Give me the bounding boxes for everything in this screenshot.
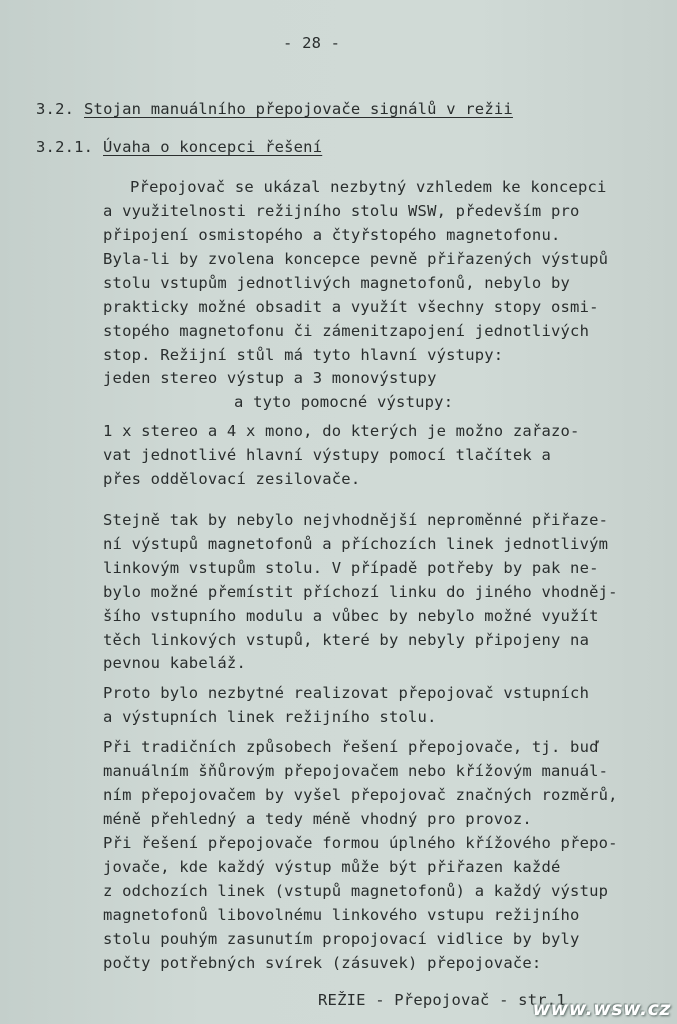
paragraph1-line: Byla-li by zvolena koncepce pevně přiřazených výstupů [103, 250, 609, 268]
paragraph1-line: a využitelnosti režijního stolu WSW, především pro [103, 202, 580, 220]
paragraph4-line: jovače, kde každý výstup může být přiřazen každé [103, 858, 561, 876]
paragraph1-line: prakticky možné obsadit a využít všechny stopy osmi- [103, 298, 599, 316]
page-number: - 28 - [283, 34, 341, 52]
paragraph1-line: vat jednotlivé hlavní výstupy pomocí tlačítek a [103, 446, 551, 464]
paragraph4-line: Při tradičních způsobech řešení přepojovače, tj. buď [103, 738, 599, 756]
footer-label: REŽIE - Přepojovač - str.1 [318, 991, 566, 1009]
paragraph1-line: jeden stereo výstup a 3 monovýstupy [103, 369, 437, 387]
subsection-title: Úvaha o koncepci řešení [103, 138, 323, 156]
paragraph2-line: Stejně tak by nebylo nejvhodnější neproměnné přiřaze- [103, 511, 609, 529]
paragraph2-line: linkovým vstupům stolu. V případě potřeby by pak ne- [103, 559, 599, 577]
watermark: www.wsw.cz [532, 998, 671, 1020]
paragraph2-line: ní výstupů magnetofonů a příchozích linek jednotlivým [103, 535, 609, 553]
paragraph3-line: a výstupních linek režijního stolu. [103, 708, 437, 726]
paragraph1-line: přes oddělovací zesilovače. [103, 470, 361, 488]
paragraph1-line: stopého magnetofonu či zámenitzapojení jednotlivých [103, 322, 590, 340]
paragraph2-line: šího vstupního modulu a vůbec by nebylo možné využít [103, 607, 599, 625]
paragraph1-line: 1 x stereo a 4 x mono, do kterých je možno zařazo- [103, 422, 580, 440]
subsection-number: 3.2.1. [36, 138, 94, 156]
paragraph3-line: Proto bylo nezbytné realizovat přepojovač vstupních [103, 684, 590, 702]
paragraph4-line: magnetofonů libovolnému linkového vstupu režijního [103, 906, 580, 924]
paragraph4-line: manuálním šňůrovým přepojovačem nebo křížovým manuál- [103, 762, 609, 780]
paragraph1-line: stop. Režijní stůl má tyto hlavní výstupy: [103, 346, 504, 364]
paragraph4-line: Při řešení přepojovače formou úplného křížového přepo- [103, 834, 618, 852]
paragraph4-line: počty potřebných svírek (zásuvek) přepojovače: [103, 954, 542, 972]
paragraph4-line: ním přepojovačem by vyšel přepojovač značných rozměrů, [103, 786, 618, 804]
section-number: 3.2. [36, 100, 75, 118]
paragraph2-line: bylo možné přemístit příchozí linku do jiného vhodněj- [103, 583, 618, 601]
paragraph4-line: méně přehledný a tedy méně vhodný pro provoz. [103, 810, 532, 828]
paragraph1-line: a tyto pomocné výstupy: [234, 393, 454, 411]
paragraph4-line: z odchozích linek (vstupů magnetofonů) a každý výstup [103, 882, 609, 900]
paragraph1-line: Přepojovač se ukázal nezbytný vzhledem ke koncepci [130, 178, 607, 196]
section-title: Stojan manuálního přepojovače signálů v režii [84, 100, 513, 118]
paragraph1-line: připojení osmistopého a čtyřstopého magnetofonu. [103, 226, 561, 244]
paragraph1-line: stolu vstupům jednotlivých magnetofonů, nebylo by [103, 274, 571, 292]
paragraph4-line: stolu pouhým zasunutím propojovací vidlice by byly [103, 930, 580, 948]
paragraph2-line: těch linkových vstupů, které by nebyly připojeny na [103, 631, 590, 649]
paragraph2-line: pevnou kabeláž. [103, 654, 246, 672]
